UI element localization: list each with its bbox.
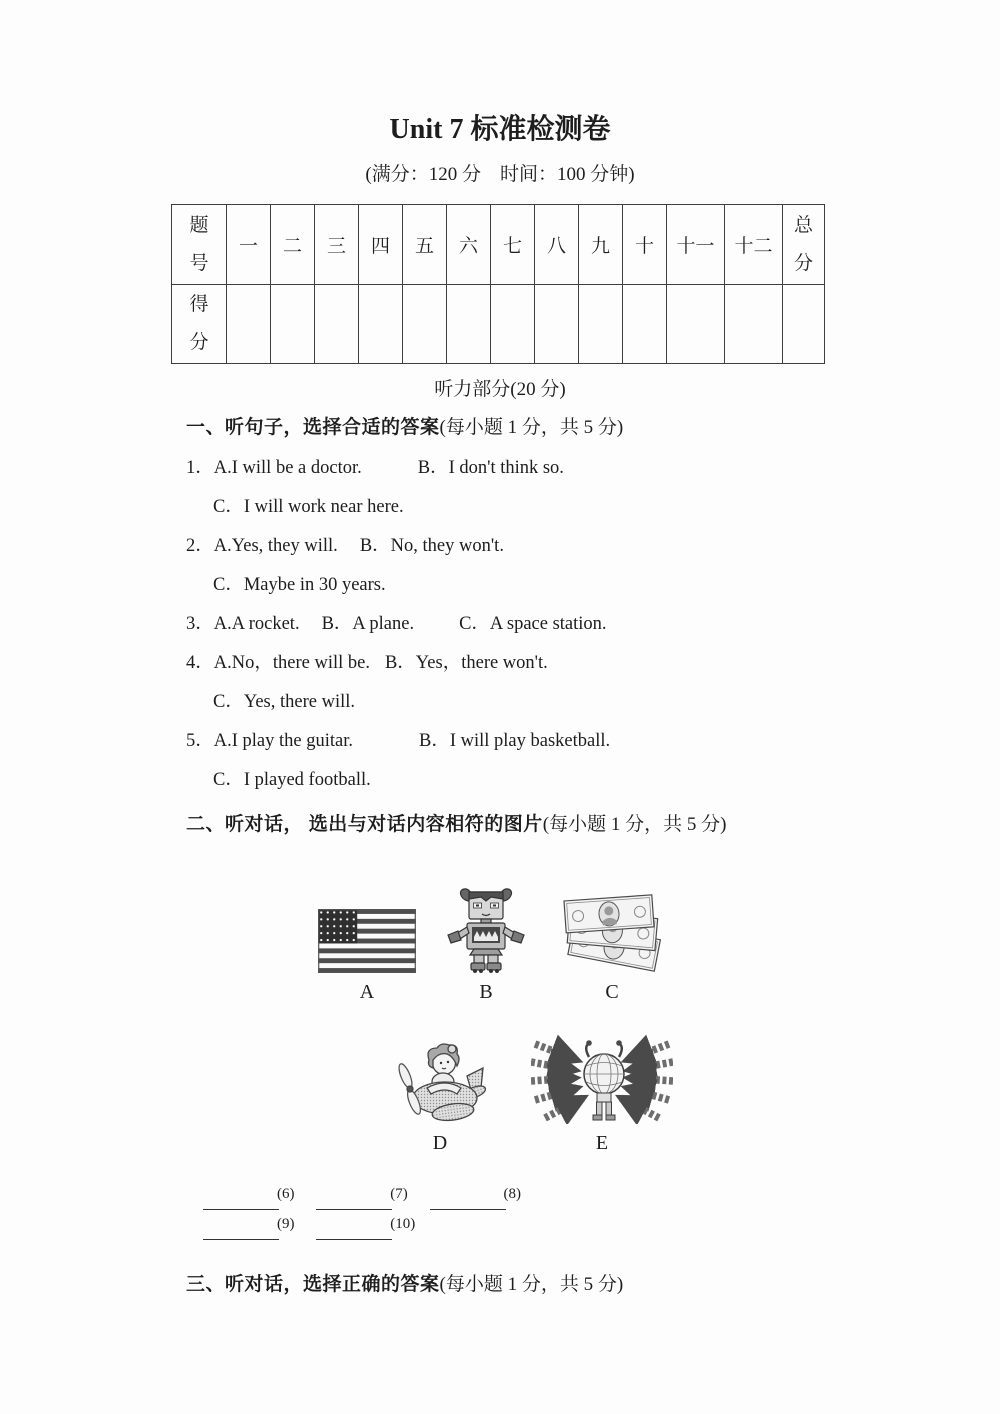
- column-header-10: 十: [623, 205, 667, 285]
- dollar-bills-icon: [556, 893, 668, 973]
- section-3-heading: [186, 1271, 1000, 1299]
- question-1-option-a: A.I will be a doctor.: [213, 458, 362, 478]
- column-header-4: 四: [359, 205, 403, 285]
- us-flag-icon: [318, 909, 416, 973]
- section-1-questions: [0, 455, 1000, 793]
- globe-figure-arrows-icon: [531, 1034, 673, 1124]
- question-1-option-b: B．I don't think so.: [417, 458, 564, 478]
- answer-blank-10: [316, 1216, 417, 1245]
- column-header-9: 九: [579, 205, 623, 285]
- question-3-option-c: C．A space station.: [459, 614, 607, 634]
- answer-blank-8: [430, 1186, 524, 1215]
- question-number-label: [172, 205, 227, 285]
- score-cell-9: [579, 285, 623, 364]
- section-2-points: (每小题 1 分，共 5 分): [542, 814, 727, 835]
- picture-option-d: [393, 1036, 487, 1155]
- score-cell-total: [783, 285, 825, 364]
- blank-line-6[interactable]: [203, 1195, 279, 1210]
- question-2: [186, 533, 1000, 559]
- question-4-option-c: C．Yes, there will.: [213, 692, 356, 712]
- column-header-6: 六: [447, 205, 491, 285]
- column-header-11: 十一: [667, 205, 725, 285]
- question-4: [186, 650, 1000, 676]
- blank-number-6: (6): [277, 1186, 295, 1202]
- answer-blank-6: [203, 1186, 297, 1215]
- page-subtitle: (满分：120 分 时间：100 分钟): [365, 164, 635, 185]
- picture-label-d: D: [432, 1132, 448, 1154]
- picture-label-a: A: [359, 981, 375, 1003]
- picture-option-a: [318, 909, 416, 1004]
- score-cell-10: [623, 285, 667, 364]
- picture-option-c: [556, 893, 668, 1004]
- score-cell-5: [403, 285, 447, 364]
- answer-blanks-row-2: [203, 1216, 1000, 1245]
- blank-number-8: (8): [503, 1186, 521, 1202]
- question-2-option-b: B．No, they won't.: [359, 536, 504, 556]
- section-2-heading: [186, 811, 1000, 839]
- question-1-option-c: C．I will work near here.: [213, 497, 404, 517]
- question-2-option-a: A.Yes, they will.: [213, 536, 338, 556]
- score-cell-12: [725, 285, 783, 364]
- question-3-option-b: B．A plane.: [321, 614, 415, 634]
- question-number-label-text: 题号: [189, 214, 209, 274]
- score-label: [172, 285, 227, 364]
- listening-part-title: 听力部分(20 分): [434, 379, 566, 400]
- score-cell-1: [227, 285, 271, 364]
- blank-line-8[interactable]: [430, 1195, 506, 1210]
- score-cell-7: [491, 285, 535, 364]
- question-3-option-a: A.A rocket.: [213, 614, 300, 634]
- picture-label-c: C: [605, 981, 619, 1003]
- answer-blank-9: [203, 1216, 297, 1245]
- section-1-heading: [186, 414, 1000, 442]
- score-table-header-row: [172, 205, 825, 285]
- score-table: [171, 204, 825, 364]
- section-3-title: 三、听对话，选择正确的答案: [186, 1274, 440, 1295]
- question-4-option-b: B．Yes，there won't.: [384, 653, 548, 673]
- blank-line-7[interactable]: [316, 1195, 392, 1210]
- total-score-label: [783, 205, 825, 285]
- question-2-option-c: C．Maybe in 30 years.: [213, 575, 386, 595]
- question-3-number: 3．: [186, 614, 214, 634]
- score-cell-8: [535, 285, 579, 364]
- blank-line-9[interactable]: [203, 1225, 279, 1240]
- score-label-text: 得分: [189, 294, 209, 353]
- answer-blank-7: [316, 1186, 410, 1215]
- section-1-title: 一、听句子，选择合适的答案: [186, 417, 440, 438]
- total-score-label-text: 总分: [793, 214, 813, 274]
- blank-number-10: (10): [390, 1216, 416, 1232]
- section-2-title: 二、听对话， 选出与对话内容相符的图片: [186, 814, 543, 835]
- answer-blanks-row-1: [203, 1186, 1000, 1215]
- question-4-option-a: A.No，there will be.: [213, 653, 370, 673]
- section-1-points: (每小题 1 分，共 5 分): [439, 417, 624, 438]
- question-3: [186, 611, 1000, 637]
- question-1-number: 1．: [186, 458, 214, 478]
- blank-number-7: (7): [390, 1186, 408, 1202]
- score-cell-6: [447, 285, 491, 364]
- question-1: [186, 455, 1000, 481]
- score-cell-3: [315, 285, 359, 364]
- column-header-12: 十二: [725, 205, 783, 285]
- question-5-option-c: C．I played football.: [213, 770, 371, 790]
- blank-line-10[interactable]: [316, 1225, 392, 1240]
- picture-options-row-1: [318, 885, 1000, 1004]
- picture-label-b: B: [479, 981, 493, 1003]
- column-header-3: 三: [315, 205, 359, 285]
- child-plane-icon: [393, 1036, 487, 1124]
- picture-option-b: [444, 885, 528, 1004]
- column-header-7: 七: [491, 205, 535, 285]
- column-header-8: 八: [535, 205, 579, 285]
- score-cell-4: [359, 285, 403, 364]
- picture-option-e: [531, 1034, 673, 1155]
- score-cell-2: [271, 285, 315, 364]
- question-5-option-a: A.I play the guitar.: [213, 731, 353, 751]
- column-header-1: 一: [227, 205, 271, 285]
- question-5-option-b: B．I will play basketball.: [419, 731, 611, 751]
- score-cell-11: [667, 285, 725, 364]
- score-table-score-row: [172, 285, 825, 364]
- section-3-points: (每小题 1 分，共 5 分): [439, 1274, 624, 1295]
- question-4-number: 4．: [186, 653, 214, 673]
- picture-options-row-2: [393, 1034, 1000, 1155]
- question-5: [186, 728, 1000, 754]
- robot-icon: [444, 885, 528, 973]
- column-header-2: 二: [271, 205, 315, 285]
- question-5-number: 5．: [186, 731, 214, 751]
- picture-label-e: E: [595, 1132, 609, 1154]
- question-2-number: 2．: [186, 536, 214, 556]
- column-header-5: 五: [403, 205, 447, 285]
- blank-number-9: (9): [277, 1216, 295, 1232]
- page-title: Unit 7 标准检测卷: [389, 114, 611, 145]
